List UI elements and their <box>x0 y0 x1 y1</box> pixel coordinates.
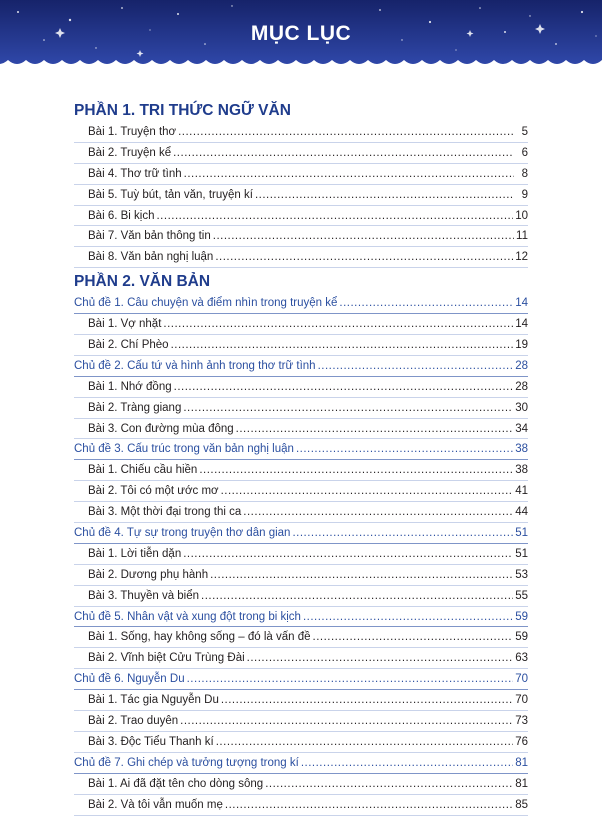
toc-entry-label: Bài 3. Con đường mùa đông <box>88 422 234 435</box>
toc-entry-label: Bài 2. Tràng giang <box>88 401 182 414</box>
dot-leader <box>187 669 514 690</box>
toc-page-number: 19 <box>515 339 528 352</box>
toc-lesson-row <box>74 648 528 669</box>
toc-lesson-row <box>74 335 528 356</box>
dot-leader <box>216 732 513 753</box>
toc-topic-row <box>74 439 528 460</box>
toc-page-number: 14 <box>515 318 528 331</box>
dot-leader <box>199 460 513 481</box>
toc-entry-label: Chủ đề 3. Cấu trúc trong văn bản nghị luận <box>74 443 294 456</box>
dot-leader <box>265 774 513 795</box>
toc-topic-row <box>74 607 528 628</box>
toc-page-number: 8 <box>521 167 528 180</box>
toc-lesson-row <box>74 226 528 247</box>
dot-leader <box>184 164 514 185</box>
toc-page-number: 59 <box>515 631 528 644</box>
toc-page-number: 38 <box>515 464 528 477</box>
toc-entry-label: Bài 5. Tuỳ bút, tản văn, truyện kí <box>88 188 253 201</box>
dot-leader <box>221 690 513 711</box>
toc-page-number: 34 <box>515 422 528 435</box>
toc-entry-label: Bài 8. Văn bản nghị luận <box>88 251 214 264</box>
toc-page-number: 38 <box>515 443 528 456</box>
dot-leader <box>303 607 513 628</box>
toc-entry-label: Bài 7. Văn bản thông tin <box>88 230 211 243</box>
dot-leader <box>318 356 514 377</box>
toc-entry-label: Bài 2. Dương phụ hành <box>88 568 209 581</box>
toc-page-number: 53 <box>515 568 528 581</box>
toc-entry-label: Bài 1. Chiếu cầu hiền <box>88 464 198 477</box>
dot-leader <box>313 627 514 648</box>
toc-page-number: 14 <box>515 297 528 310</box>
toc-page-number: 59 <box>515 610 528 623</box>
toc-page-number: 44 <box>515 506 528 519</box>
part-heading-1: PHẦN 1. TRI THỨC NGỮ VĂN <box>74 102 291 119</box>
toc-page-number: 51 <box>515 547 528 560</box>
dot-leader <box>183 544 513 565</box>
toc-page-number: 11 <box>516 230 528 243</box>
part-heading-2: PHẦN 2. VĂN BẢN <box>74 273 211 291</box>
toc-entry-label: Bài 2. Truyện kể <box>88 146 172 159</box>
toc-entry-label: Chủ đề 4. Tự sự trong truyện thơ dân gian <box>74 527 291 540</box>
toc-lesson-row <box>74 627 528 648</box>
toc-lesson-row <box>74 143 528 164</box>
toc-entry-label: Bài 6. Bi kịch <box>88 209 155 222</box>
toc-entry-label: Bài 3. Một thời đại trong thi ca <box>88 506 242 519</box>
toc-entry-label: Bài 3. Độc Tiểu Thanh kí <box>88 735 214 748</box>
toc-lesson-row <box>74 314 528 335</box>
toc-page-number: 28 <box>515 359 528 372</box>
toc-lesson-row <box>74 544 528 565</box>
toc-lesson-row <box>74 164 528 185</box>
toc-lesson-row <box>74 419 528 440</box>
dot-leader <box>178 122 514 143</box>
toc-lesson-row <box>74 460 528 481</box>
page-title: MỤC LỤC <box>250 22 352 45</box>
toc-topic-row <box>74 669 528 690</box>
toc-page-number: 81 <box>515 756 528 769</box>
toc-lesson-row <box>74 690 528 711</box>
dot-leader <box>180 711 513 732</box>
dot-leader <box>225 795 513 816</box>
dot-leader <box>174 377 514 398</box>
dot-leader <box>215 247 513 268</box>
toc-lesson-row <box>74 565 528 586</box>
toc-entry-label: Bài 1. Lời tiễn dặn <box>88 547 182 560</box>
toc-lesson-row <box>74 122 528 143</box>
dot-leader <box>156 206 513 227</box>
toc-page-number: 51 <box>515 527 528 540</box>
dot-leader <box>221 481 514 502</box>
toc-lesson-row <box>74 398 528 419</box>
header-banner <box>0 0 602 70</box>
toc-topic-row <box>74 753 528 774</box>
toc-lesson-row <box>74 586 528 607</box>
part-2-entries <box>74 293 528 815</box>
dot-leader <box>213 226 514 247</box>
toc-entry-label: Bài 3. Thuyền và biển <box>88 589 200 602</box>
toc-entry-label: Chủ đề 6. Nguyễn Du <box>74 673 185 686</box>
toc-entry-label: Bài 1. Tác gia Nguyễn Du <box>88 694 219 707</box>
toc-lesson-row <box>74 502 528 523</box>
toc-entry-label: Bài 2. Vĩnh biệt Cửu Trùng Đài <box>88 652 245 665</box>
toc-entry-label: Chủ đề 1. Câu chuyện và điểm nhìn trong truyện kể <box>74 297 338 310</box>
toc-topic-row <box>74 293 528 314</box>
toc-entry-label: Chủ đề 2. Cấu tứ và hình ảnh trong thơ trữ tình <box>74 359 316 372</box>
toc-lesson-row <box>74 795 528 816</box>
dot-leader <box>243 502 513 523</box>
toc-page-number: 12 <box>515 251 528 264</box>
toc-entry-label: Bài 4. Thơ trữ tình <box>88 167 182 180</box>
toc-entry-label: Bài 2. Chí Phèo <box>88 339 169 352</box>
toc-page-number: 9 <box>521 188 528 201</box>
toc-page-number: 81 <box>515 777 528 790</box>
toc-entry-label: Bài 1. Vợ nhặt <box>88 318 162 331</box>
toc-page-number: 70 <box>515 673 528 686</box>
toc-lesson-row <box>74 711 528 732</box>
toc-lesson-row <box>74 206 528 227</box>
part-1-entries <box>74 122 528 268</box>
toc-page-number: 6 <box>521 146 528 159</box>
toc-lesson-row <box>74 185 528 206</box>
dot-leader <box>296 439 513 460</box>
toc-entry-label: Chủ đề 5. Nhân vật và xung đột trong bi kịch <box>74 610 301 623</box>
dot-leader <box>183 398 513 419</box>
toc-page-number: 28 <box>515 380 528 393</box>
dot-leader <box>201 586 513 607</box>
toc-lesson-row <box>74 377 528 398</box>
toc-entry-label: Chủ đề 7. Ghi chép và tưởng tượng trong kí <box>74 756 299 769</box>
dot-leader <box>255 185 514 206</box>
toc-page-number: 63 <box>515 652 528 665</box>
toc-page-number: 70 <box>515 694 528 707</box>
toc-lesson-row <box>74 481 528 502</box>
dot-leader <box>292 523 513 544</box>
toc-lesson-row <box>74 247 528 268</box>
toc-page-number: 41 <box>515 485 528 498</box>
toc-lesson-row <box>74 774 528 795</box>
toc-entry-label: Bài 1. Truyện thơ <box>88 126 177 138</box>
toc-entry-label: Bài 2. Và tôi vẫn muốn mẹ <box>88 798 223 811</box>
toc-entry-label: Bài 1. Sống, hay không sống – đó là vấn đề <box>88 631 311 644</box>
toc-page-number: 85 <box>515 798 528 811</box>
toc-page-number: 55 <box>515 589 528 602</box>
toc-topic-row <box>74 356 528 377</box>
toc-entry-label: Bài 2. Trao duyên <box>88 715 179 728</box>
dot-leader <box>301 753 513 774</box>
toc-page-number: 30 <box>515 401 528 414</box>
dot-leader <box>236 419 514 440</box>
dot-leader <box>173 143 514 164</box>
toc-entry-label: Bài 2. Tôi có một ước mơ <box>88 485 219 498</box>
toc-lesson-row <box>74 732 528 753</box>
toc-page-number: 5 <box>521 126 528 138</box>
toc-page-number: 76 <box>515 735 528 748</box>
dot-leader <box>247 648 514 669</box>
toc-page-number: 73 <box>515 715 528 728</box>
dot-leader <box>171 335 514 356</box>
toc-page-number: 10 <box>515 209 528 222</box>
toc-entry-label: Bài 1. Ai đã đặt tên cho dòng sông <box>88 777 264 790</box>
dot-leader <box>210 565 513 586</box>
dot-leader <box>163 314 513 335</box>
dot-leader <box>339 293 513 314</box>
table-of-contents <box>74 100 528 816</box>
toc-topic-row <box>74 523 528 544</box>
toc-entry-label: Bài 1. Nhớ đồng <box>88 380 172 393</box>
